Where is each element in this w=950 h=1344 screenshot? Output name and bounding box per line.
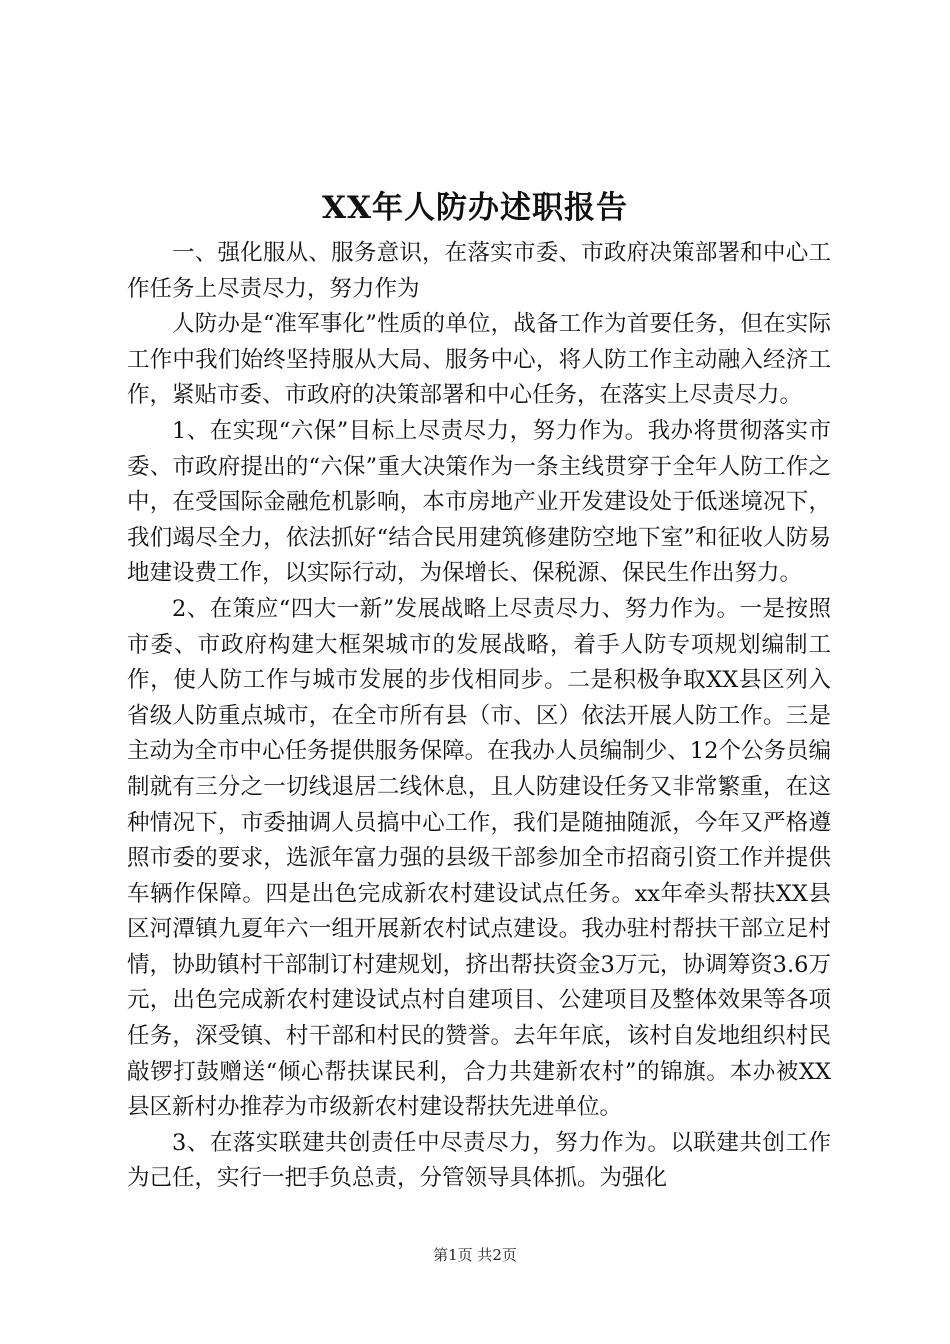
paragraph-section-heading: 一、强化服从、服务意识，在落实市委、市政府决策部署和中心工作任务上尽责尽力，努力作为 xyxy=(127,240,831,302)
document-title: XX年人防办述职报告 xyxy=(321,190,629,226)
document-body xyxy=(127,236,831,1197)
paragraph-item-3: 3、在落实联建共创责任中尽责尽力，努力作为。以联建共创工作为己任，实行一把手负总责，分管领导具体抓。为强化 xyxy=(127,1129,831,1192)
paragraph-intro: 人防办是“准军事化”性质的单位，战备工作为首要任务，但在实际工作中我们始终坚持服从大局、服务中心，将人防工作主动融入经济工作，紧贴市委、市政府的决策部署和中心任务，在落实上尽责尽力。 xyxy=(127,311,831,409)
page-number-footer: 第1页 共2页 xyxy=(433,1246,517,1264)
paragraph-item-2: 2、在策应“四大一新”发展战略上尽责尽力、努力作为。一是按照市委、市政府构建大框架城市的发展战略，着手人防专项规划编制工作，使人防工作与城市发展的步伐相同步。二是积极争取XX县区列入省级人防重点城市，在全市所有县（市、区）依法开展人防工作。三是主动为全市中心任务提供服务保障。在我办人员编制少、12个公务员编制就有三分之一切线退居二线休息，且人防建设任务又非常繁重，在这种情况下，市委抽调人员搞中心工作，我们是随抽随派，今年又严格遵照市委的要求，选派年富力强的县级干部参加全市招商引资工作并提供车辆作保障。四是出色完成新农村建设试点任务。xx年牵头帮扶XX县区河潭镇九夏年六一组开展新农村试点建设。我办驻村帮扶干部立足村情，协助镇村干部制订村建规划，挤出帮扶资金3万元，协调筹资3.6万元，出色完成新农村建设试点村自建项目、公建项目及整体效果等各项任务，深受镇、村干部和村民的赞誉。去年年底，该村自发地组织村民敲锣打鼓赠送“倾心帮扶谋民利，合力共建新农村”的锦旗。本办被XX县区新村办推荐为市级新农村建设帮扶先进单位。 xyxy=(127,595,831,1121)
paragraph-item-1: 1、在实现“六保”目标上尽责尽力，努力作为。我办将贯彻落实市委、市政府提出的“六保”重大决策作为一条主线贯穿于全年人防工作之中，在受国际金融危机影响，本市房地产业开发建设处于低迷境况下，我们竭尽全力，依法抓好“结合民用建筑修建防空地下室”和征收人防易地建设费工作，以实际行动，为保增长、保税源、保民生作出努力。 xyxy=(127,417,831,587)
